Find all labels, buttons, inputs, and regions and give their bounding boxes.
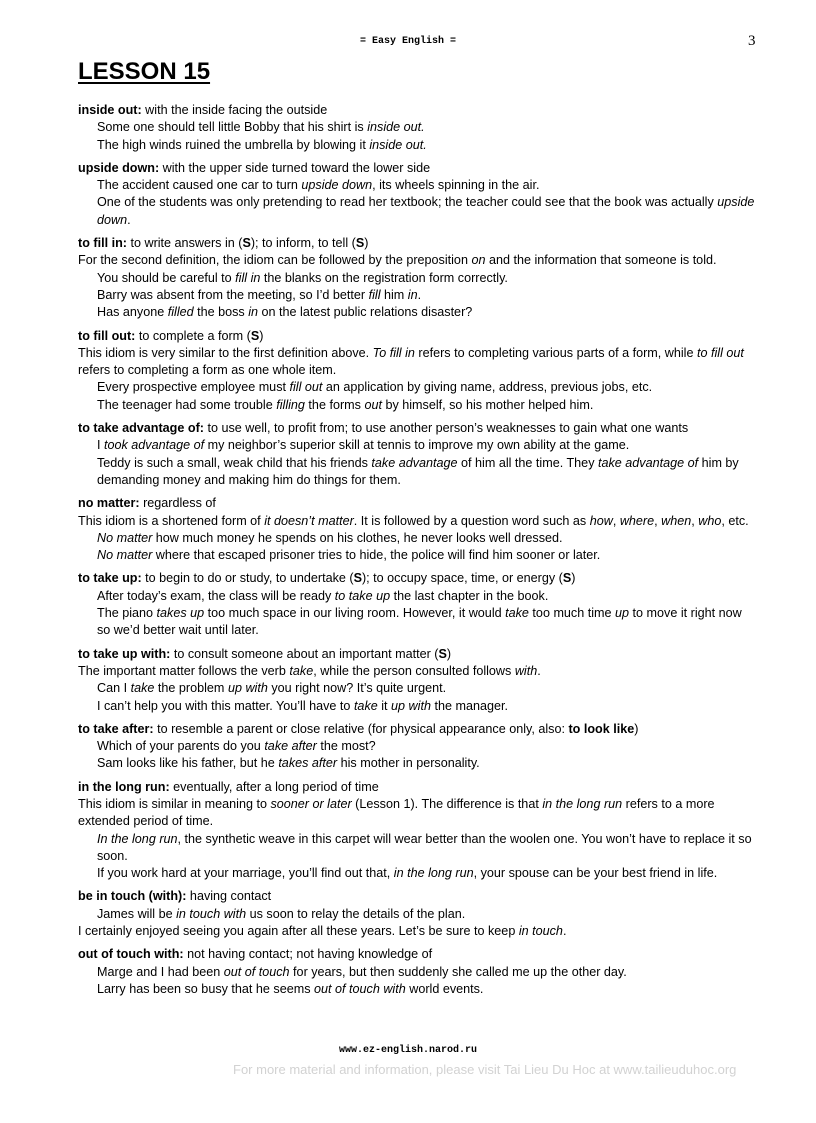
text-segment: fill out	[289, 380, 323, 395]
text-segment: inside out.	[367, 120, 425, 135]
idiom-entry	[78, 946, 758, 998]
text-segment: too much time	[528, 606, 616, 621]
example-sentence	[97, 137, 758, 154]
text-segment: him by demanding money and making him do things for them.	[97, 455, 739, 487]
text-segment: the forms	[304, 397, 365, 412]
text-segment: The high winds ruined the umbrella by blowing it	[97, 137, 370, 152]
text-segment: refers to completing a form as one whole item.	[78, 363, 337, 378]
idiom-term: upside down:	[78, 160, 160, 175]
text-segment: The important matter follows the verb	[78, 663, 290, 678]
text-segment: in the long run	[393, 866, 474, 881]
usage-note	[78, 663, 758, 680]
text-segment: not having contact; not having knowledge of	[183, 947, 433, 962]
text-segment: take advantage	[371, 455, 458, 470]
text-segment: regardless of	[139, 496, 216, 511]
text-segment: To fill in	[372, 345, 415, 360]
idiom-term: no matter:	[78, 496, 140, 511]
text-segment: In the long run	[97, 831, 178, 846]
text-segment: ); to occupy space, time, or energy (	[361, 571, 563, 586]
text-segment: S	[250, 328, 260, 343]
text-segment: it doesn’t matter	[264, 513, 354, 528]
idiom-definition-line	[78, 495, 758, 512]
idiom-entry	[78, 160, 758, 229]
text-segment: upside down	[97, 195, 755, 227]
text-segment: on the latest public relations disaster?	[258, 305, 473, 320]
text-segment: Some one should tell little Bobby that his shirt is	[97, 120, 368, 135]
idiom-term: to take advantage of:	[78, 421, 204, 436]
text-segment: it	[377, 698, 392, 713]
text-segment: how much money he spends on his clothes, he never looks well dressed.	[152, 530, 563, 545]
text-segment: up with	[227, 681, 268, 696]
text-segment: take	[505, 606, 529, 621]
example-sentence	[97, 379, 758, 396]
text-segment: S	[438, 646, 447, 661]
example-sentence	[97, 865, 758, 882]
text-segment: S	[353, 571, 362, 586]
text-segment: . It is followed by a question word such as	[353, 513, 590, 528]
text-segment: After today’s exam, the class will be ready	[97, 588, 335, 603]
text-segment: S	[242, 236, 251, 251]
footer-note: For more material and information, please visit Tai Lieu Du Hoc at www.tailieuduhoc.org	[233, 1062, 737, 1077]
text-segment: )	[446, 646, 452, 661]
text-segment: I certainly enjoyed seeing you again after all these years. Let’s be sure to keep	[78, 924, 519, 939]
idiom-term: to fill in:	[78, 236, 127, 251]
text-segment: how	[589, 513, 613, 528]
text-segment: upside down	[301, 178, 373, 193]
idiom-definition-line	[78, 235, 758, 252]
text-segment: my neighbor’s superior skill at tennis to improve my own ability at the game.	[204, 438, 630, 453]
text-segment: filled	[167, 305, 194, 320]
text-segment: refers to a more extended period of time.	[78, 796, 715, 829]
text-segment: sooner or later	[270, 796, 352, 811]
text-segment: to resemble a parent or close relative (for physical appearance only, also:	[153, 721, 569, 736]
idiom-term: to fill out:	[78, 328, 136, 343]
example-sentence	[97, 397, 758, 414]
usage-note	[78, 923, 758, 940]
text-segment: Every prospective employee must	[97, 380, 290, 395]
idiom-entry	[78, 721, 758, 773]
text-segment: Has anyone	[97, 305, 168, 320]
idiom-entry	[78, 328, 758, 414]
text-segment: to use well, to profit from; to use another person’s weaknesses to gain what one wants	[203, 421, 689, 436]
text-segment: S	[355, 236, 365, 251]
text-segment: If you work hard at your marriage, you’ll find out that,	[97, 866, 394, 881]
example-sentence	[97, 437, 758, 454]
text-segment: in touch	[518, 924, 563, 939]
text-segment: ,	[654, 513, 662, 528]
idiom-list	[78, 102, 758, 1004]
idiom-entry	[78, 235, 758, 321]
text-segment: Sam looks like his father, but he	[97, 756, 279, 771]
text-segment: fill	[368, 287, 381, 302]
text-segment: This idiom is similar in meaning to	[78, 796, 271, 811]
text-segment: The accident caused one car to turn	[97, 178, 302, 193]
text-segment: and the information that someone is told.	[485, 253, 717, 268]
text-segment: )	[259, 328, 264, 343]
idiom-definition-line	[78, 646, 758, 663]
text-segment: Barry was absent from the meeting, so I’d better	[97, 287, 369, 302]
idiom-term: out of touch with:	[78, 947, 184, 962]
text-segment: You should be careful to	[97, 270, 236, 285]
example-sentence	[97, 270, 758, 287]
text-segment: No matter	[97, 530, 153, 545]
text-segment: to write answers in (	[126, 236, 243, 251]
example-sentence	[97, 981, 758, 998]
example-sentence	[97, 755, 758, 772]
text-segment: One of the students was only pretending to read her textbook; the teacher could see that the book was actually	[97, 195, 718, 210]
example-sentence	[97, 680, 758, 697]
idiom-entry	[78, 646, 758, 715]
text-segment: the last chapter in the book.	[390, 588, 549, 603]
text-segment: , your spouse can be your best friend in life.	[473, 866, 718, 881]
text-segment: )	[571, 571, 576, 586]
usage-note	[78, 796, 758, 831]
idiom-definition-line	[78, 721, 758, 738]
footer-url[interactable]: www.ez-english.narod.ru	[338, 1045, 478, 1056]
idiom-entry	[78, 495, 758, 564]
example-sentence	[97, 605, 758, 640]
text-segment: take	[353, 698, 378, 713]
text-segment: , while the person consulted follows	[313, 663, 515, 678]
example-sentence	[97, 964, 758, 981]
text-segment: , the synthetic weave in this carpet will wear better than the woolen one. You won’t have to replace it so soon.	[97, 831, 752, 863]
text-segment: to complete a form (	[135, 328, 251, 343]
text-segment: , its wheels spinning in the air.	[372, 178, 540, 193]
text-segment: in	[407, 287, 418, 302]
example-sentence	[97, 831, 758, 866]
text-segment: , etc.	[721, 513, 749, 528]
example-sentence	[97, 698, 758, 715]
text-segment: ,	[612, 513, 620, 528]
text-segment: where	[619, 513, 655, 528]
running-header: = Easy English =	[359, 36, 456, 47]
idiom-definition-line	[78, 420, 758, 437]
text-segment: This idiom is a shortened form of	[78, 513, 265, 528]
text-segment: up with	[391, 698, 431, 713]
idiom-entry	[78, 888, 758, 940]
text-segment: takes up	[156, 606, 205, 621]
text-segment: the manager.	[430, 698, 508, 713]
text-segment: takes after	[278, 756, 338, 771]
text-segment: to look like	[568, 721, 635, 736]
idiom-entry	[78, 420, 758, 489]
example-sentence	[97, 530, 758, 547]
text-segment: to move it right now so we’d better wait until later.	[97, 606, 742, 638]
text-segment: took advantage of	[104, 438, 205, 453]
text-segment: ); to inform, to tell (	[250, 236, 356, 251]
text-segment: on	[471, 253, 486, 268]
text-segment: take after	[264, 739, 317, 754]
idiom-definition-line	[78, 160, 758, 177]
text-segment: No matter	[97, 548, 153, 563]
text-segment: who	[698, 513, 722, 528]
idiom-term: to take up:	[78, 571, 142, 586]
text-segment: to consult someone about an important matter (	[170, 646, 439, 661]
text-segment: the most?	[316, 739, 376, 754]
text-segment: Which of your parents do you	[97, 739, 265, 754]
usage-note	[78, 345, 758, 380]
text-segment: I	[97, 438, 104, 453]
example-sentence	[97, 738, 758, 755]
idiom-term: inside out:	[78, 103, 142, 117]
idiom-definition-line	[78, 570, 758, 587]
text-segment: for years, but then suddenly she called me up the other day.	[289, 964, 627, 979]
text-segment: S	[562, 571, 572, 586]
text-segment: filling	[276, 397, 305, 412]
text-segment: Marge and I had been	[97, 964, 224, 979]
idiom-definition-line	[78, 102, 758, 119]
page-number: 3	[748, 33, 756, 49]
text-segment: The teenager had some trouble	[97, 397, 277, 412]
text-segment: take	[289, 663, 314, 678]
usage-note	[78, 252, 758, 269]
text-segment: fill in	[235, 270, 261, 285]
text-segment: having contact	[186, 889, 272, 904]
example-sentence	[97, 304, 758, 321]
text-segment: out	[364, 397, 382, 412]
text-segment: with the inside facing the outside	[141, 103, 328, 117]
text-segment: in	[248, 305, 259, 320]
lesson-title: LESSON 15	[78, 58, 211, 85]
text-segment: .	[537, 663, 541, 678]
text-segment: inside out.	[369, 137, 427, 152]
text-segment: by himself, so his mother helped him.	[381, 397, 594, 412]
text-segment: us soon to relay the details of the plan.	[246, 906, 466, 921]
text-segment: the problem	[154, 681, 228, 696]
example-sentence	[97, 588, 758, 605]
text-segment: The piano	[97, 606, 157, 621]
text-segment: when	[661, 513, 692, 528]
text-segment: )	[634, 721, 639, 736]
text-segment: I can’t help you with this matter. You’ll have to	[97, 698, 354, 713]
text-segment: This idiom is very similar to the first definition above.	[78, 345, 373, 360]
example-sentence	[97, 194, 758, 229]
text-segment: to fill out	[696, 345, 744, 360]
text-segment: out of touch with	[314, 981, 406, 996]
example-sentence	[97, 287, 758, 304]
idiom-definition-line	[78, 946, 758, 963]
text-segment: in touch with	[176, 906, 247, 921]
text-segment: of him all the time. They	[457, 455, 598, 470]
text-segment: him	[380, 287, 408, 302]
text-segment: his mother in personality.	[337, 756, 480, 771]
text-segment: )	[364, 236, 369, 251]
text-segment: eventually, after a long period of time	[169, 779, 379, 794]
text-segment: Teddy is such a small, weak child that his friends	[97, 455, 372, 470]
text-segment: refers to completing various parts of a form, while	[414, 345, 697, 360]
text-segment: Larry has been so busy that he seems	[97, 981, 315, 996]
text-segment: James will be	[97, 906, 177, 921]
idiom-term: in the long run:	[78, 779, 170, 794]
text-segment: up	[615, 606, 630, 621]
text-segment: in the long run	[542, 796, 623, 811]
text-segment: take	[130, 681, 155, 696]
text-segment: (Lesson 1). The difference is that	[351, 796, 543, 811]
text-segment: take advantage of	[598, 455, 699, 470]
example-sentence	[97, 455, 758, 490]
text-segment: where that escaped prisoner tries to hide, the police will find him sooner or later.	[152, 548, 601, 563]
text-segment: with	[514, 663, 538, 678]
idiom-definition-line	[78, 888, 758, 905]
text-segment: .	[562, 924, 567, 939]
example-sentence	[97, 119, 758, 136]
text-segment: .	[127, 212, 131, 227]
idiom-definition-line	[78, 328, 758, 345]
text-segment: with the upper side turned toward the lower side	[159, 160, 431, 175]
idiom-entry	[78, 779, 758, 883]
text-segment: out of touch	[223, 964, 290, 979]
text-segment: .	[417, 287, 422, 302]
text-segment: to begin to do or study, to undertake (	[141, 571, 354, 586]
text-segment: the boss	[193, 305, 249, 320]
example-sentence	[97, 177, 758, 194]
idiom-entry	[78, 570, 758, 639]
idiom-entry	[78, 102, 758, 154]
text-segment: too much space in our living room. However, it would	[204, 606, 506, 621]
text-segment: Can I	[97, 681, 131, 696]
idiom-term: be in touch (with):	[78, 889, 187, 904]
example-sentence	[97, 547, 758, 564]
text-segment: an application by giving name, address, previous jobs, etc.	[322, 380, 653, 395]
usage-note	[78, 513, 758, 530]
text-segment: world events.	[405, 981, 484, 996]
text-segment: the blanks on the registration form correctly.	[260, 270, 508, 285]
text-segment: you right now? It’s quite urgent.	[267, 681, 447, 696]
idiom-term: to take after:	[78, 721, 154, 736]
text-segment: ,	[691, 513, 699, 528]
idiom-definition-line	[78, 779, 758, 796]
text-segment: to take up	[334, 588, 391, 603]
example-sentence	[97, 906, 758, 923]
idiom-term: to take up with:	[78, 646, 171, 661]
text-segment: For the second definition, the idiom can be followed by the preposition	[78, 253, 472, 268]
